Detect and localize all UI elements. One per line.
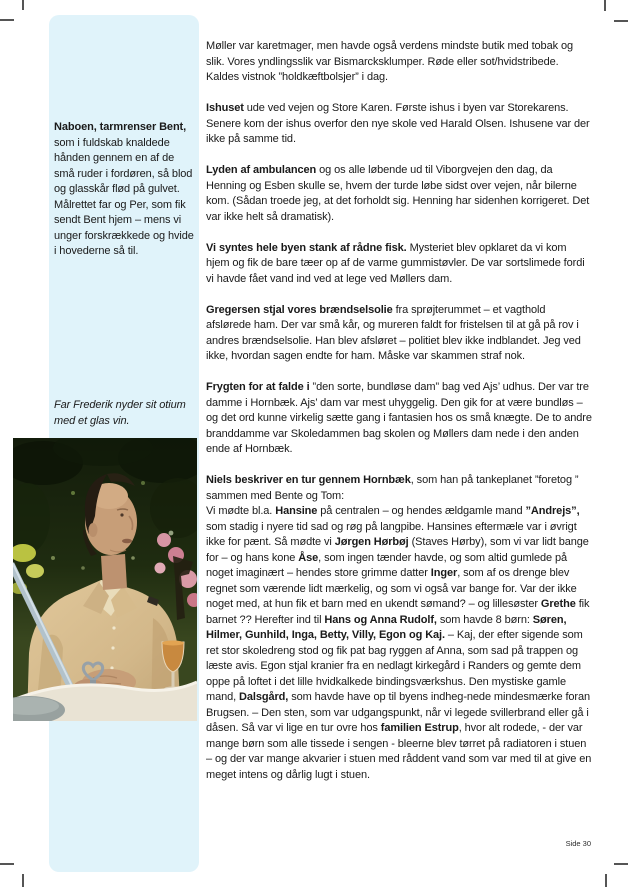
crop-mark-bottom-right-v [605,874,607,887]
crop-mark-bottom-left-v [22,874,24,887]
sidebar-note: Naboen, tarmrenser Bent, som i fuldskab knaldede hånden gennem en af de små ruder i fordøren, så blod og glasskår flød på gulvet. Målrettet far og Per, som fik sendt Bent hjem – mens vi unger forskrækkede og hvide i hovederne så til. [54,121,194,257]
crop-mark-top-left-v [22,0,24,10]
crop-mark-bottom-right-h [614,863,628,865]
page-number: Side 30 [565,839,591,848]
body-paragraph: Vi syntes hele byen stank af rådne fisk. Mysteriet blev opklaret da vi kom hjem og fik de bare tæer op af de varme gummistøvler. De var sortslimede fordi vi havde fået vand ind ved at lege ved Møllers dam. [206,241,585,285]
body-paragraph: Ishuset ude ved vejen og Store Karen. Første ishus i byen var Storekarens. Senere kom der ishus overfor den nye skole ved Harald Olsen. Ishusene var der ikke på samme tid. [206,102,590,145]
body-text [206,39,592,783]
crop-mark-top-left-h [0,19,14,21]
garden-portrait-photo [13,438,197,721]
body-paragraph: Frygten for at falde i ”den sorte, bundløse dam” bag ved Ajs’ udhus. Der var tre damme i Hornbæk. Ajs’ dam var mest uhyggelig. Den gik for at være bundløs – og det ord kunne virkelig sætte gang i fantasien hos os små knægte. De to andre branddamme var Skoledammen bag skolen og Møllers dam nede i den anden ende af Hornbæk. [206,381,592,455]
photo-caption: Far Frederik nyder sit otium med et glas vin. [54,399,186,427]
body-paragraph: Lyden af ambulancen og os alle løbende ud til Viborgvejen den dag, da Henning og Esben skulle se, hvem der turde løbe sidst over vejen, når bilerne kom. (Sådan troede jeg, at det forholdt sig. Henning har sidenhen korrigeret. Det var ikke helt så dramatisk). [206,164,590,223]
crop-mark-bottom-left-h [0,863,14,865]
body-paragraph: Gregersen stjal vores brændselsolie fra sprøjterummet – et vagthold afslørede ham. Der var små kår, og mureren faldt for fristelsen til at gå på rov i andres brændselsolie. Han blev afsløret – politiet blev ikke indblandet. Jeg ved ikke, hvordan sagen endte for ham. Måske var skammen straf nok. [206,303,581,362]
body-paragraph: Niels beskriver en tur gennem Hornbæk, som han på tankeplanet ”foretog ” sammen med Bente og Tom: Vi mødte bl.a. Hansine på centralen – og hendes ældgamle mand ”Andrejs”, som stadig i nyere tid sad og røg på langpibe. Hansines eftermæle var i øvrigt ikke for pænt. Så mødte vi Jørgen Hørbøj (Staves Hørby), som vi var lidt bange for – og hans kone Åse, som ingen tænder havde, og som altid gumlede på noget imaginært – hendes store grimme datter Inger, som af os drenge blev regnet som værende lidt mærkelig, og som vi også var bange for. Var der ikke noget med, at hun fik et barn med en ukendt sømand? – og lillesøster Grethe fik barnet ?? Herefter ind til Hans og Anna Rudolf, som havde 8 børn: Søren, Hilmer, Gunhild, Inga, Betty, Villy, Egon og Kaj. – Kaj, der efter sigende som ret stor skoledreng stod og fik pat bag ryggen af Anna, som sad på trappen og læste avis. Egon stjal kranier fra en nedlagt kirkegård i Randers og gemte dem oppe på loftet i det lille hvidkalkede bindingsværkshus. Den mystiske gamle mand, Dalsgård, som havde have op til byens indheg-nede mindesmærke foran Brugsen. – Den sten, som var udgangspunkt, når vi legede svillerbrand eller gå i dåsen. Så var vi lige en tur ovre hos familien Estrup, hvor alt rodede, - der var mange børn som alle tissede i sengen - bleerne blev tørret på radiatoren i stuen – og der var mange akvarier i stuen med råddent vand som var med til at give en meget intens og dårlig lugt i stuen. [206,474,592,781]
crop-mark-top-right-v [604,0,606,11]
body-paragraph: Møller var karetmager, men havde også verdens mindste butik med tobak og slik. Vores yndlingsslik var Bismarcksklumper. Røde eller sot/hvidstribede. Kaldes vistnok ”holdkæftbolsjer” i dag. [206,40,573,83]
photo-far-frederik [13,438,197,721]
crop-mark-top-right-h [614,20,628,22]
